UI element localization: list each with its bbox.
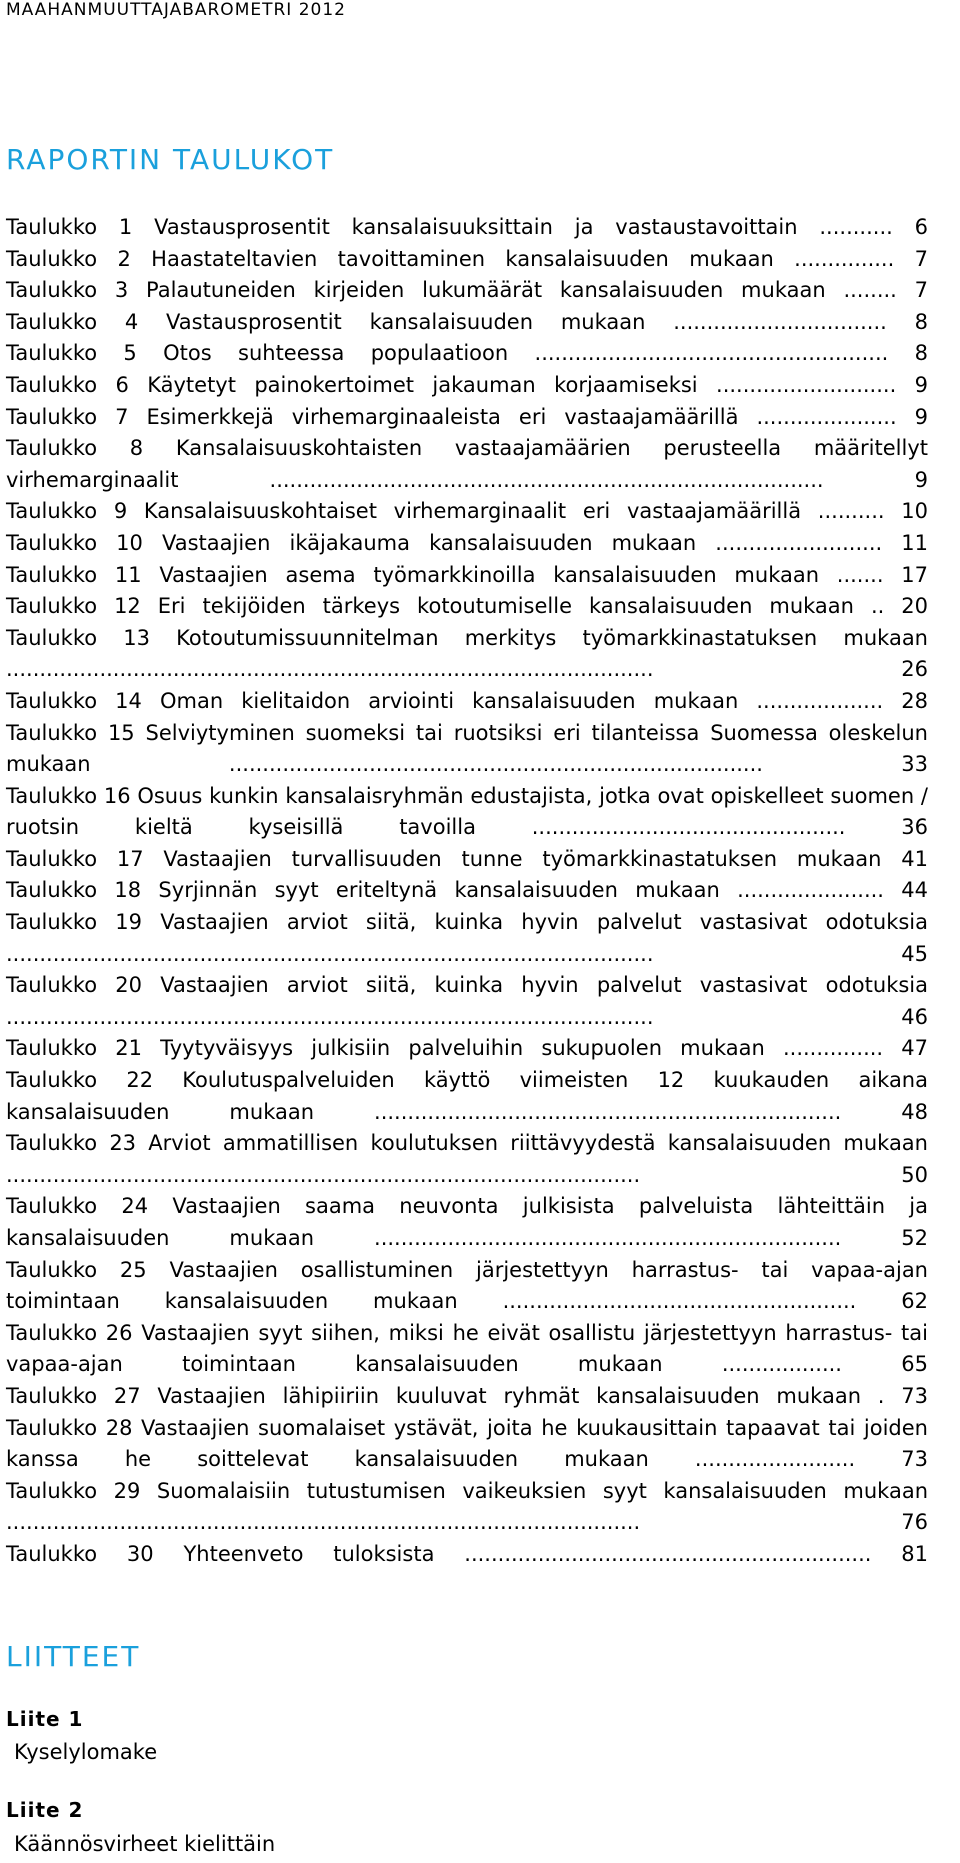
toc-entry[interactable]: Taulukko 27 Vastaajien lähipiiriin kuuluvat ryhmät kansalaisuuden mukaan . 73 [6,1383,928,1408]
toc-entry[interactable]: Taulukko 29 Suomalaisiin tutustumisen vaikeuksien syyt kansalaisuuden mukaan ............................................................................................... 76 [6,1478,928,1535]
appendix-2-title[interactable]: Käännösvirheet kielittäin [14,1832,276,1856]
toc-entry[interactable]: Taulukko 18 Syrjinnän syyt eriteltynä kansalaisuuden mukaan ...................... 44 [6,878,928,903]
toc-entry[interactable]: Taulukko 16 Osuus kunkin kansalaisryhmän edustajista, jotka ovat opiskelleet suomen / ruotsin kieltä kyseisillä tavoilla ............................................... 36 [6,783,928,840]
table-of-contents [6,212,928,1571]
toc-entry[interactable]: Taulukko 17 Vastaajien turvallisuuden tunne työmarkkinastatuksen mukaan 41 [6,846,928,871]
toc-entry[interactable]: Taulukko 24 Vastaajien saama neuvonta julkisista palveluista lähteittäin ja kansalaisuuden mukaan ...................................................................... 52 [6,1194,928,1250]
toc-entry[interactable]: Taulukko 26 Vastaajien syyt siihen, miksi he eivät osallistu järjestettyyn harrastus- tai vapaa-ajan toimintaan kansalaisuuden mukaan .................. 65 [6,1320,928,1377]
toc-entry[interactable]: Taulukko 30 Yhteenveto tuloksista ............................................................. 81 [6,1541,928,1566]
toc-entry[interactable]: Taulukko 3 Palautuneiden kirjeiden lukumäärät kansalaisuuden mukaan ........ 7 [6,278,928,303]
toc-entry[interactable]: Taulukko 13 Kotoutumissuunnitelman merkitys työmarkkinastatuksen mukaan ................................................................................................. 26 [6,625,928,682]
toc-entry[interactable]: Taulukko 20 Vastaajien arviot siitä, kuinka hyvin palvelut vastasivat odotuksia ................................................................................................. 46 [6,973,928,1029]
toc-entry[interactable]: Taulukko 25 Vastaajien osallistuminen järjestettyyn harrastus- tai vapaa-ajan toimintaan kansalaisuuden mukaan ..................................................... 62 [6,1257,928,1314]
running-header: MAAHANMUUTTAJABAROMETRI 2012 [6,0,346,20]
toc-entry[interactable]: Taulukko 28 Vastaajien suomalaiset ystävät, joita he kuukausittain tapaavat tai joiden kanssa he soittelevat kansalaisuuden mukaan ........................ 73 [6,1415,928,1472]
toc-entry[interactable]: Taulukko 1 Vastausprosentit kansalaisuuksittain ja vastaustavoittain ........... 6 [6,215,928,239]
toc-entry[interactable]: Taulukko 21 Tyytyväisyys julkisiin palveluihin sukupuolen mukaan ............... 47 [6,1036,928,1061]
appendix-1-title[interactable]: Kyselylomake [14,1740,158,1764]
appendices-heading: LIITTEET [6,1640,141,1673]
toc-entry[interactable]: Taulukko 10 Vastaajien ikäjakauma kansalaisuuden mukaan ......................... 11 [6,530,928,555]
toc-entry[interactable]: Taulukko 2 Haastateltavien tavoittaminen kansalaisuuden mukaan ............... 7 [6,246,928,271]
toc-entry[interactable]: Taulukko 9 Kansalaisuuskohtaiset virhemarginaalit eri vastaajamäärillä .......... 10 [6,499,928,524]
toc-entry[interactable]: Taulukko 6 Käytetyt painokertoimet jakauman korjaamiseksi ........................... 9 [6,372,928,397]
toc-entry[interactable]: Taulukko 19 Vastaajien arviot siitä, kuinka hyvin palvelut vastasivat odotuksia ................................................................................................. 45 [6,910,928,966]
toc-entry[interactable]: Taulukko 12 Eri tekijöiden tärkeys kotoutumiselle kansalaisuuden mukaan .. 20 [6,594,928,619]
appendix-1-label: Liite 1 [6,1707,84,1731]
toc-heading: RAPORTIN TAULUKOT [6,143,335,176]
toc-entry[interactable]: Taulukko 8 Kansalaisuuskohtaisten vastaajamäärien perusteella määritellyt virhemarginaalit ................................................................................... 9 [6,436,928,492]
toc-entry[interactable]: Taulukko 22 Koulutuspalveluiden käyttö viimeisten 12 kuukauden aikana kansalaisuuden mukaan ...................................................................... 48 [6,1068,928,1124]
toc-entry[interactable]: Taulukko 23 Arviot ammatillisen koulutuksen riittävyydestä kansalaisuuden mukaan ............................................................................................... 50 [6,1131,928,1187]
toc-entry[interactable]: Taulukko 11 Vastaajien asema työmarkkinoilla kansalaisuuden mukaan ....... 17 [6,562,928,587]
toc-entry[interactable]: Taulukko 4 Vastausprosentit kansalaisuuden mukaan ................................ 8 [6,309,928,334]
toc-entry[interactable]: Taulukko 15 Selviytyminen suomeksi tai ruotsiksi eri tilanteissa Suomessa oleskelun mukaan ................................................................................ 33 [6,720,928,777]
toc-entry[interactable]: Taulukko 5 Otos suhteessa populaatioon ..................................................... 8 [6,341,928,366]
appendix-2-label: Liite 2 [6,1798,84,1822]
toc-entry[interactable]: Taulukko 7 Esimerkkejä virhemarginaaleista eri vastaajamäärillä ..................... 9 [6,404,928,429]
toc-entry[interactable]: Taulukko 14 Oman kielitaidon arviointi kansalaisuuden mukaan ................... 28 [6,688,928,713]
